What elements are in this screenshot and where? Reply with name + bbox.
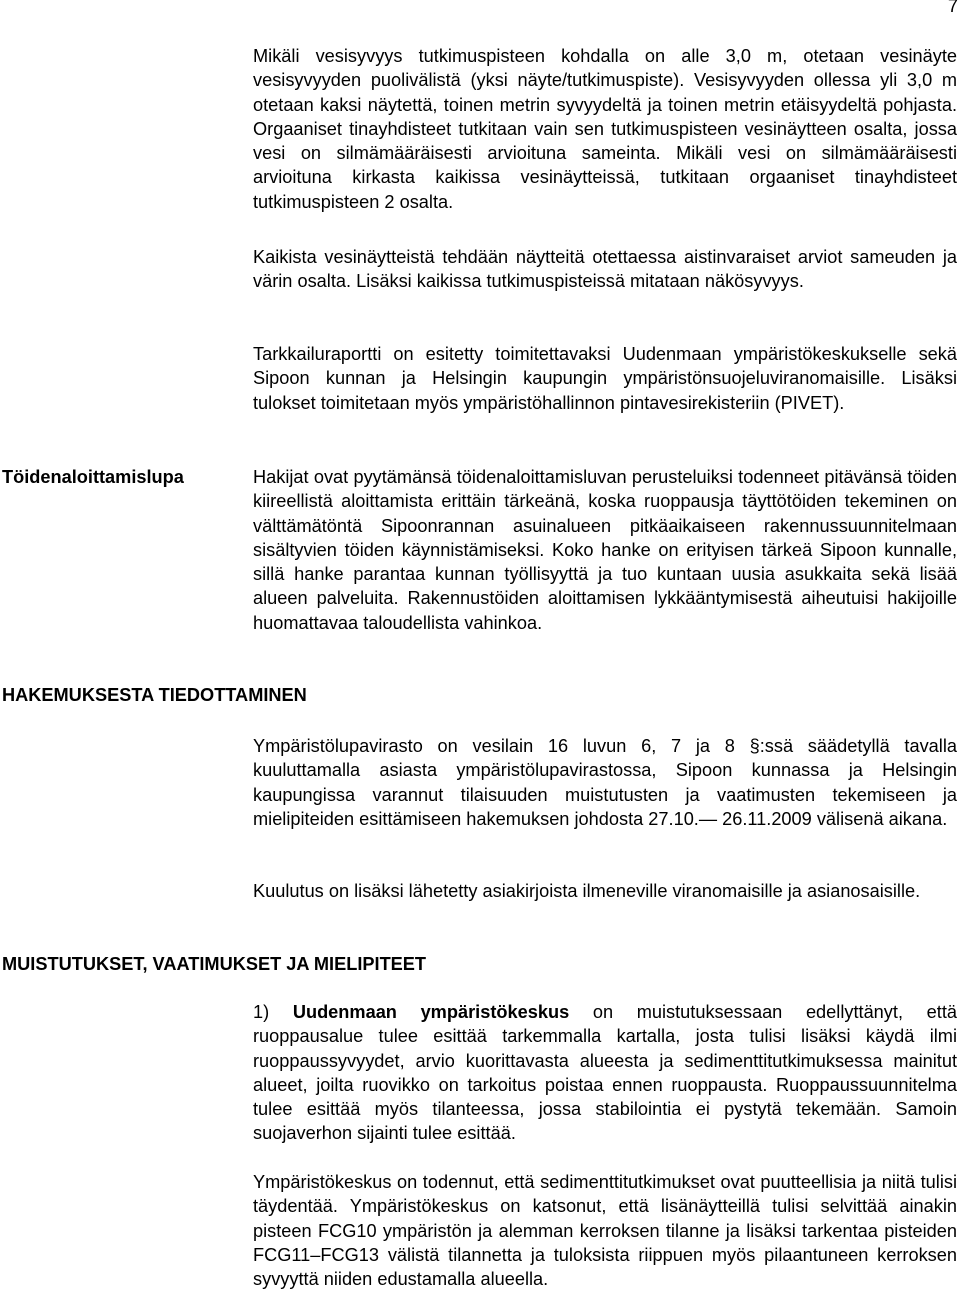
paragraph-sampling: Mikäli vesisyvyys tutkimuspisteen kohdalla on alle 3,0 m, otetaan vesinäyte vesisyvyyden puolivälistä (yksi näyte/tutkimuspiste). Vesisyvyyden ollessa yli 3,0 m otetaan kaksi näytettä, toinen metrin syvyydeltä ja toinen metrin etäisyydeltä pohjasta. Orgaaniset tinayhdisteet tutkitaan vain sen tutkimuspisteen vesinäytteen osalta, jossa vesi on silmämääräisesti arvioituna sameinta. Mikäli vesi on silmämääräisesti arvioituna kirkasta kaikissa vesinäytteissä, tutkitaan orgaaniset tinayhdisteet tutkimuspisteen 2 osalta. (253, 46, 957, 212)
heading-announcement: HAKEMUKSESTA TIEDOTTAMINEN (2, 685, 307, 705)
remark-1-authority: Uudenmaan ympäristökeskus (292, 1002, 570, 1022)
paragraph-announcement: Ympäristölupavirasto on vesilain 16 luvun 6, 7 ja 8 §:ssä säädetyllä tavalla kuuluttamalla asiasta ympäristölupavirastossa, Sipoon kunnassa ja Helsingin kaupungissa varannut tilaisuuden muistutusten ja vaatimusten tekemiseen ja mielipiteiden esittämiseen hakemuksen johdosta 27.10.— 26.11.2009 välisenä aikana. (253, 736, 957, 829)
remark-1-text: on muistutuksessaan edellyttänyt, että ruoppausalue tulee esittää tarkemmalla kartalla, josta tulisi lisäksi käydä ilmi ruoppaussyvyydet, arvio kuorittavasta alueesta ja sedimenttitutkimuksessa mainitut alueet, joilta ruovikko on tarkoitus poistaa ennen ruoppausta. Ruoppaussuunnitelma tulee esittää myös tilanteessa, jossa stabilointia ei pystytä tekemään. Samoin suojaverhon sijainti tulee esittää. (253, 1002, 957, 1144)
paragraph-turbidity: Kaikista vesinäytteistä tehdään näytteitä otettaessa aistinvaraiset arviot sameuden ja värin osalta. Lisäksi kaikissa tutkimuspisteissä mitataan näkösyvyys. (253, 247, 957, 292)
paragraph-remark-1 (253, 1000, 957, 1146)
paragraph-notice: Kuulutus on lisäksi lähetetty asiakirjoista ilmeneville viranomaisille ja asianosaisille. (253, 881, 921, 901)
heading-remarks: MUISTUTUKSET, VAATIMUKSET JA MIELIPITEET (2, 954, 427, 974)
page-number: 7 (947, 0, 958, 16)
paragraph-report: Tarkkailuraportti on esitetty toimitettavaksi Uudenmaan ympäristökeskukselle sekä Sipoon kunnan ja Helsingin kaupungin ympäristönsuojeluviranomaisille. Lisäksi tulokset toimitetaan myös ympäristöhallinnon pintavesirekisteriin (PIVET). (253, 344, 957, 413)
remark-1-number: 1) (253, 1002, 293, 1022)
paragraph-remark-1-followup: Ympäristökeskus on todennut, että sedimenttitutkimukset ovat puutteellisia ja niitä tulisi täydentää. Ympäristökeskus on katsonut, että lisänäytteillä tulisi selvittää ainakin pisteen FCG10 ympäristön ja alemman kerroksen tilanne ja lisäksi tarkentaa pisteiden FCG11–FCG13 välistä tilannetta ja tuloksista riippuen myös pilaantuneen kerroksen syvyyttä niiden edustamalla alueella. (253, 1172, 957, 1290)
side-label-start-permit: Töidenaloittamislupa (2, 467, 184, 487)
paragraph-start-permit: Hakijat ovat pyytämänsä töidenaloittamisluvan perusteluiksi todenneet pitävänsä töiden kiireellistä aloittamista erittäin tärkeänä, koska ruoppausja täyttötöiden tekeminen on välttämätöntä Sipoonrannan asuinalueen pitkäaikaiseen rakennussuunnitelmaan sisältyvien töiden käynnistämiseksi. Koko hanke on erityisen tärkeä Sipoon kunnalle, sillä hanke parantaa kunnan työllisyyttä ja tuo kuntaan uusia asukkaita sekä lisää alueen palveluita. Rakennustöiden aloittamisen lykkääntymisestä aiheutuisi hakijoille huomattavaa taloudellista vahinkoa. (253, 467, 957, 633)
